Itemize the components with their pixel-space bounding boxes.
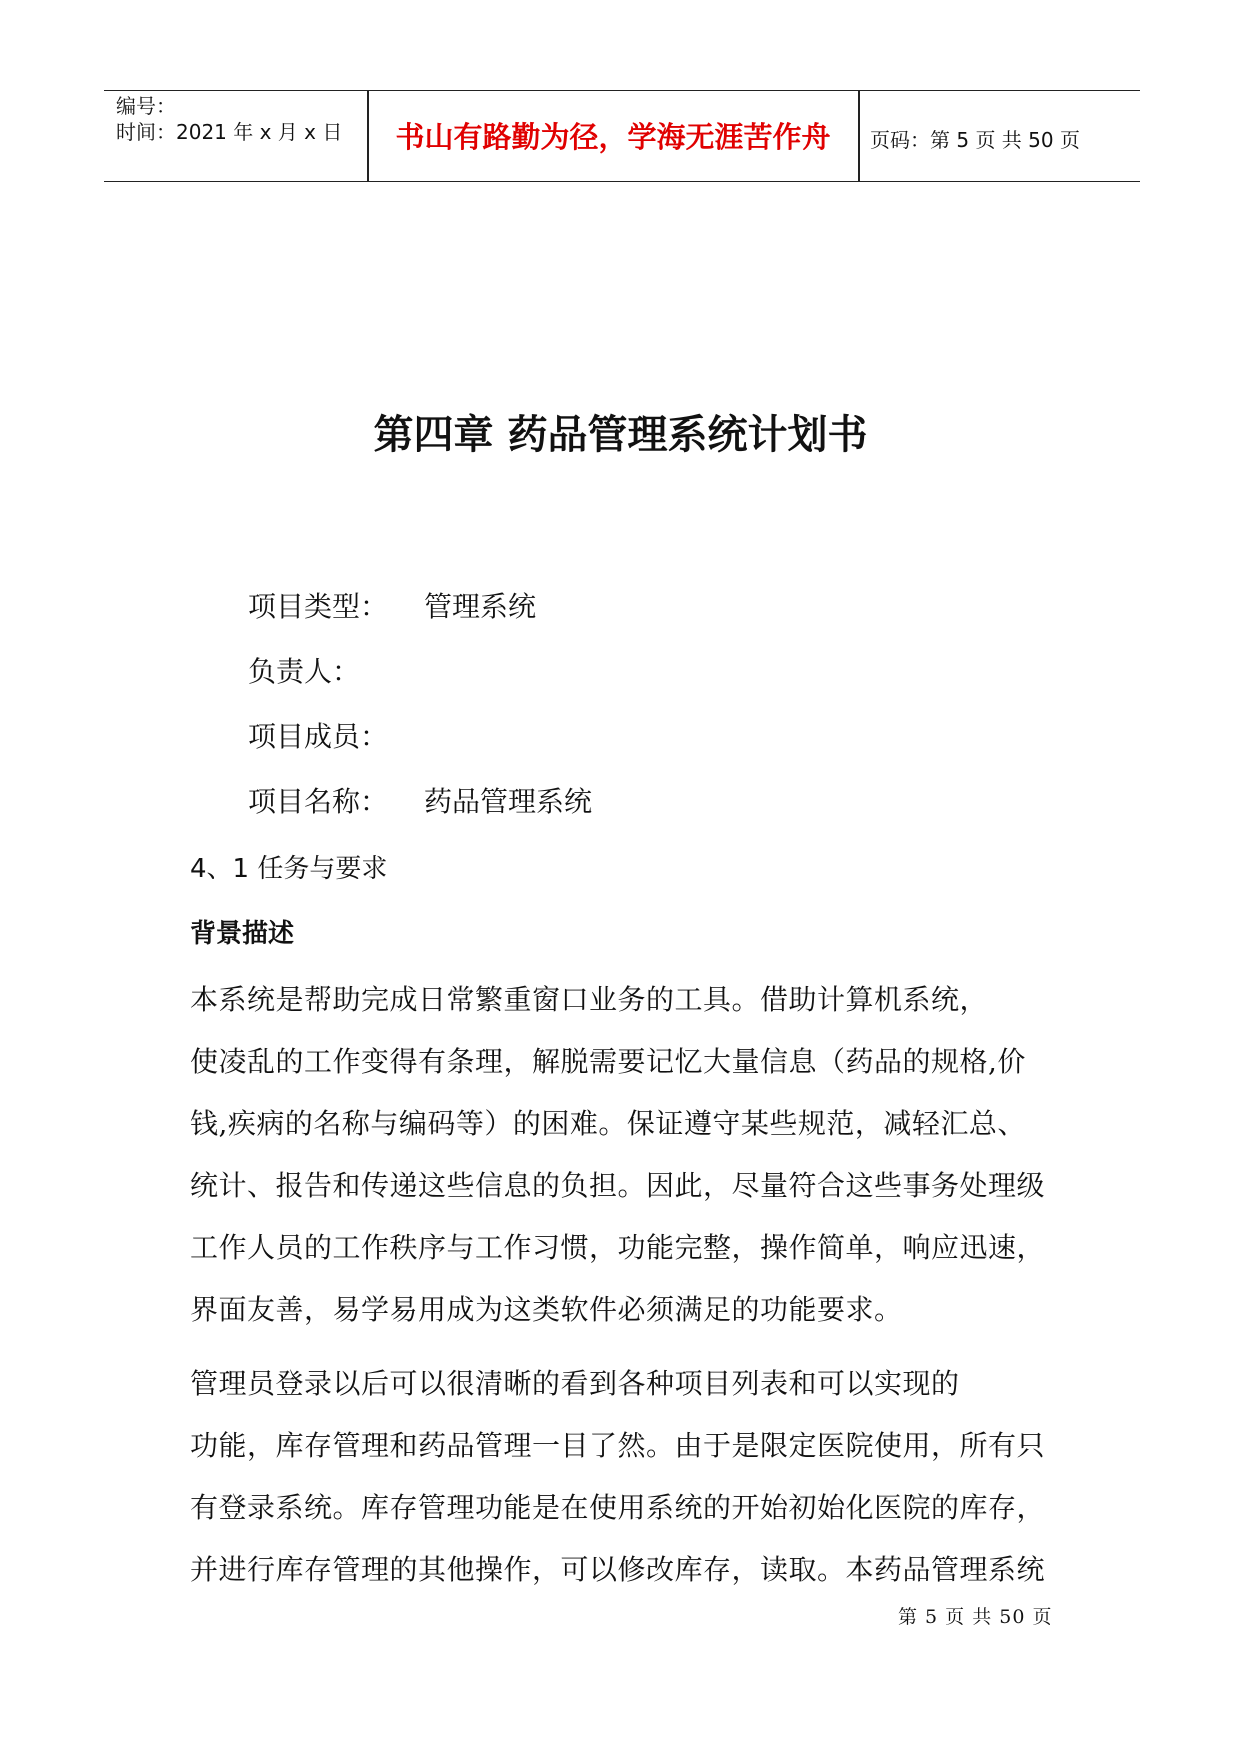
paragraph-line: 本系统是帮助完成日常繁重窗口业务的工具。借助计算机系统，: [190, 983, 989, 1016]
owner-label: 负责人：: [248, 655, 361, 688]
header-page-info: 页码：第 5 页 共 50 页: [870, 128, 1080, 152]
info-owner: [248, 650, 360, 690]
paragraph-line: 界面友善，易学易用成为这类软件必须满足的功能要求。: [190, 1293, 903, 1326]
info-project-type: [248, 585, 537, 625]
paragraph-line: 有登录系统。库存管理功能是在使用系统的开始初始化医院的库存，: [190, 1491, 1046, 1524]
chapter-title: 第四章 药品管理系统计划书: [373, 412, 868, 458]
document-header: [104, 90, 1140, 182]
page-footer: 第 5 页 共 50 页: [898, 1606, 1053, 1628]
paragraph-line: 钱,疾病的名称与编码等）的困难。保证遵守某些规范，减轻汇总、: [190, 1107, 1026, 1140]
header-divider-right: [858, 91, 860, 181]
paragraph-line: 使凌乱的工作变得有条理，解脱需要记忆大量信息（药品的规格,价: [190, 1045, 1026, 1078]
paragraph-line: 功能，库存管理和药品管理一目了然。由于是限定医院使用，所有只: [190, 1429, 1046, 1462]
info-project-name: [248, 780, 593, 820]
paragraph-line: 工作人员的工作秩序与工作习惯，功能完整，操作简单，响应迅速，: [190, 1231, 1046, 1264]
project-name-value: 药品管理系统: [424, 785, 593, 818]
project-type-label: 项目类型：: [248, 590, 389, 623]
paragraph-line: 管理员登录以后可以很清晰的看到各种项目列表和可以实现的: [190, 1367, 960, 1400]
section-heading: 4、1 任务与要求: [190, 854, 388, 884]
code-label: 编号：: [116, 94, 176, 118]
project-type-value: 管理系统: [424, 590, 537, 623]
subheading-background: 背景描述: [190, 919, 295, 949]
members-label: 项目成员：: [248, 720, 389, 753]
paragraph-line: 并进行库存管理的其他操作，可以修改库存，读取。本药品管理系统: [190, 1553, 1046, 1586]
header-motto: 书山有路勤为径，学海无涯苦作舟: [395, 120, 831, 154]
project-name-label: 项目名称：: [248, 785, 389, 818]
info-members: [248, 715, 388, 755]
time-label: 时间：2021 年 x 月 x 日: [116, 120, 343, 144]
paragraph-line: 统计、报告和传递这些信息的负担。因此，尽量符合这些事务处理级: [190, 1169, 1046, 1202]
